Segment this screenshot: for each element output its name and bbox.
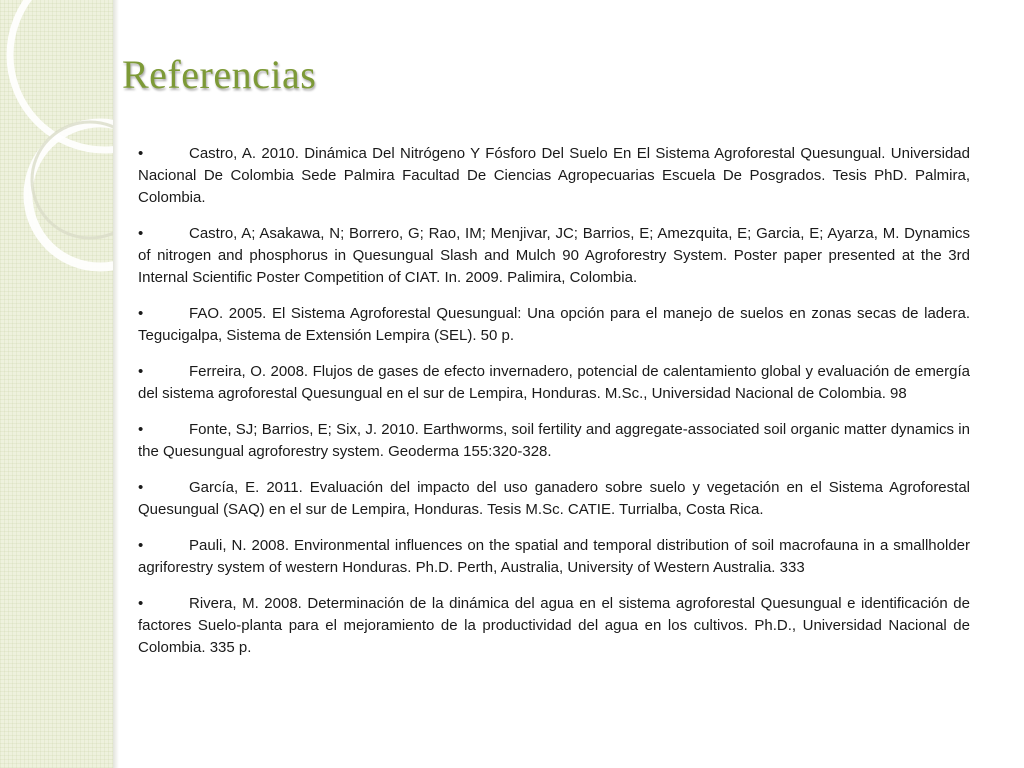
reference-text: Rivera, M. 2008. Determinación de la dinámica del agua en el sistema agroforestal Quesungual e identificación de factores Suelo-planta para el mejoramiento de la productividad del agua en los cultivos. Ph.D., Universidad Nacional de Colombia. 335 p. — [138, 595, 970, 656]
bullet: • — [138, 145, 144, 162]
reference-text: FAO. 2005. El Sistema Agroforestal Quesungual: Una opción para el manejo de suelos en zonas secas de ladera. Tegucigalpa, Sistema de Extensión Lempira (SEL). 50 p. — [138, 305, 970, 344]
reference-item — [138, 303, 970, 347]
decorative-circles — [0, 0, 113, 768]
reference-text: García, E. 2011. Evaluación del impacto del uso ganadero sobre suelo y vegetación en el Sistema Agroforestal Quesungual (SAQ) en el sur de Lempira, Honduras. Tesis M.Sc. CATIE. Turrialba, Costa Rica. — [138, 479, 970, 518]
reference-item — [138, 593, 970, 659]
bullet: • — [138, 479, 144, 496]
reference-text: Castro, A; Asakawa, N; Borrero, G; Rao, IM; Menjivar, JC; Barrios, E; Amezquita, E; Garcia, E; Ayarza, M. Dynamics of nitrogen and phosphorus in Quesungual Slash and Mulch 90 Agroforestry System. Poster paper presented at the 3rd Internal Scientific Poster Competition of CIAT. In. 2009. Palimira, Colombia. — [138, 225, 970, 286]
reference-item — [138, 477, 970, 521]
bullet: • — [138, 225, 144, 242]
reference-list — [138, 143, 970, 673]
reference-item — [138, 143, 970, 209]
reference-text: Castro, A. 2010. Dinámica Del Nitrógeno Y Fósforo Del Suelo En El Sistema Agroforestal Quesungual. Universidad Nacional De Colombia Sede Palmira Facultad De Ciencias Agropecuarias Escuela De Posgrados. Tesis PhD. Palmira, Colombia. — [138, 145, 970, 206]
bullet: • — [138, 363, 144, 380]
reference-text: Fonte, SJ; Barrios, E; Six, J. 2010. Earthworms, soil fertility and aggregate-associated soil organic matter dynamics in the Quesungual agroforestry system. Geoderma 155:320-328. — [138, 421, 970, 460]
reference-item — [138, 223, 970, 289]
reference-text: Ferreira, O. 2008. Flujos de gases de efecto invernadero, potencial de calentamiento global y evaluación de emergía del sistema agroforestal Quesungual en el sur de Lempira, Honduras. M.Sc., Universidad Nacional de Colombia. 98 — [138, 363, 970, 402]
reference-text: Pauli, N. 2008. Environmental influences on the spatial and temporal distribution of soil macrofauna in a smallholder agriforestry system of western Honduras. Ph.D. Perth, Australia, University of Western Australia. 333 — [138, 537, 970, 576]
side-band-shadow — [113, 0, 119, 768]
bullet: • — [138, 537, 144, 554]
decorative-side-band — [0, 0, 113, 768]
bullet: • — [138, 595, 144, 612]
reference-item — [138, 419, 970, 463]
reference-item — [138, 361, 970, 405]
slide-title: Referencias — [122, 52, 317, 97]
bullet: • — [138, 421, 144, 438]
bullet: • — [138, 305, 144, 322]
reference-item — [138, 535, 970, 579]
